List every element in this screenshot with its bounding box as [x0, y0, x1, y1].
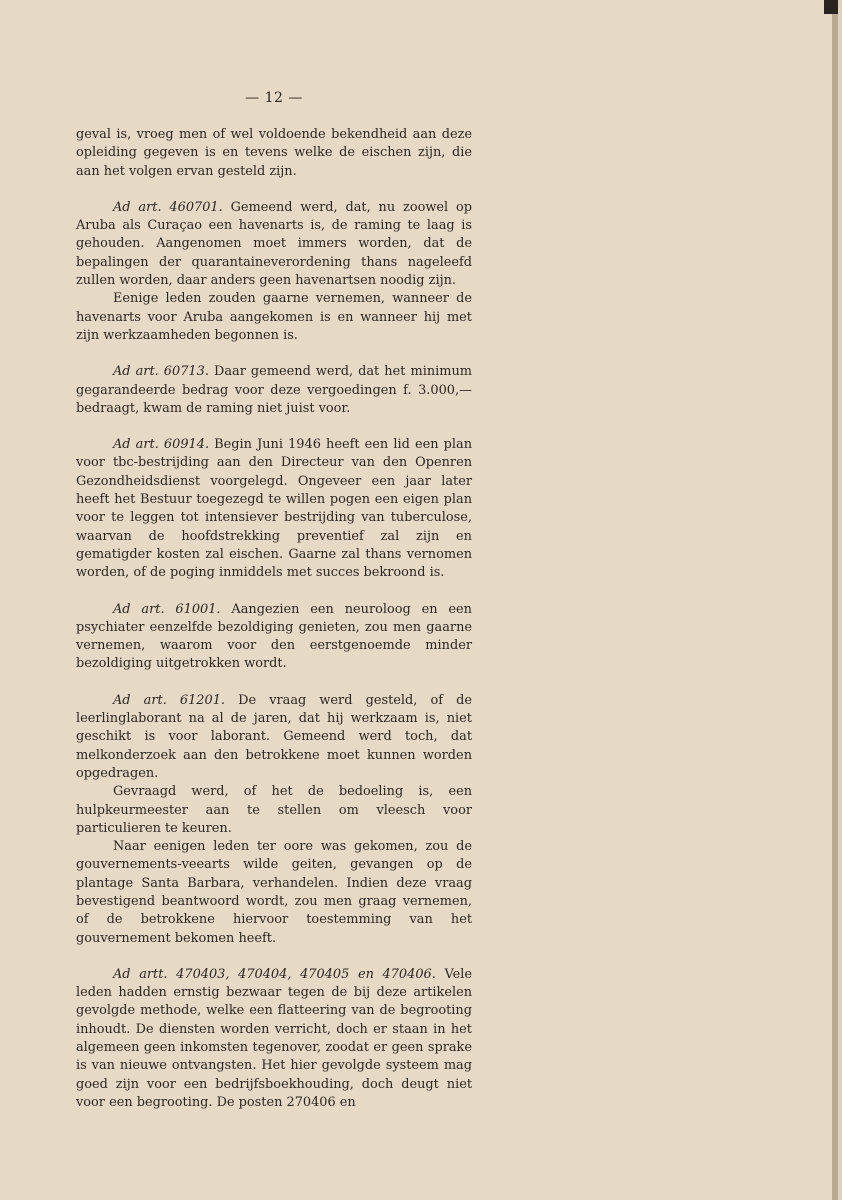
- corner-mark: [824, 0, 838, 14]
- paragraph-text: Aangezien een neuroloog en een psychiater eenzelfde bezoldiging genieten, zou men gaarne vernemen, waarom voor den eerstgenoemde minder bezoldiging uitgetrokken wordt.: [76, 601, 472, 672]
- paragraph-text: Daar gemeend werd, dat het minimum gegarandeerde bedrag voor deze vergoedingen f. 3.000,— bedraagt, kwam de raming niet juist voor.: [76, 364, 472, 416]
- paragraph-veearts-geiten: [76, 838, 472, 948]
- paragraph-text: Naar eenigen leden ter oore was gekomen, zou de gouvernements-veearts wilde geiten, gevangen op de plantage Santa Barbara, verhandelen. Indien deze vraag bevestigend beantwoord wordt, zou men graag vernemen, of de betrokkene hiervoor toestemming van het gouvernement bekomen heeft.: [76, 839, 472, 946]
- paragraph-art-60713: [76, 363, 472, 418]
- article-label: Ad art. 61001.: [113, 601, 221, 617]
- paragraph-text: geval is, vroeg men of wel voldoende bekendheid aan deze opleiding gegeven is en tevens welke de eischen zijn, die aan het volgen ervan gesteld zijn.: [76, 127, 472, 179]
- article-label: Ad art. 61201.: [113, 692, 226, 708]
- paragraph-text: Vele leden hadden ernstig bezwaar tegen de bij deze artikelen gevolgde methode, welke een flatteering van de begrooting inhoudt. De diensten worden verricht, doch er staan in het algemeen geen inkomsten tegenover, zoodat er geen sprake is van nieuwe ontvangsten. Het hier gevolgde systeem mag goed zijn voor een bedrijfsboekhouding, doch deugt niet voor een begrooting. De posten 270406 en: [76, 966, 472, 1110]
- paragraph-continued-opleiding: [76, 126, 472, 181]
- body-text: [76, 126, 472, 1112]
- article-label: Ad art. 60914.: [113, 437, 210, 453]
- article-label: Ad art. 60713.: [113, 364, 209, 380]
- paragraph-text: Eenige leden zouden gaarne vernemen, wanneer de havenarts voor Aruba aangekomen is en wanneer hij met zijn werkzaamheden begonnen is.: [76, 291, 472, 343]
- paragraph-artt-4704xx: [76, 966, 472, 1112]
- paragraph-text: De vraag werd gesteld, of de leerlinglaborant na al de jaren, dat hij werkzaam is, niet geschikt is voor laborant. Gemeend werd toch, dat melkonderzoek aan den betrokkene moet kunnen worden opgedragen.: [76, 692, 472, 781]
- paragraph-art-61001: [76, 601, 472, 674]
- paragraph-text: Gevraagd werd, of het de bedoeling is, een hulpkeurmeester aan te stellen om vleesch voor particulieren te keuren.: [76, 784, 472, 836]
- article-label: Ad artt. 470403, 470404, 470405 en 470406.: [113, 966, 436, 982]
- paragraph-havenarts-aruba: [76, 290, 472, 345]
- page-edge: [832, 0, 838, 1200]
- paragraph-text: Gemeend werd, dat, nu zoowel op Aruba als Curaçao een havenarts is, de raming te laag is gehouden. Aangenomen moet immers worden, dat de bepalingen der quarantaineverordening thans nageleefd zullen worden, daar anders geen havenartsen noodig zijn.: [76, 199, 473, 289]
- paragraph-art-60914: [76, 436, 472, 582]
- paragraph-art-460701: [76, 199, 472, 290]
- page-number: — 12 —: [245, 90, 303, 106]
- paragraph-art-61201: [76, 692, 472, 783]
- paragraph-text: Begin Juni 1946 heeft een lid een plan voor tbc-bestrijding aan den Directeur van den Openren Gezondheidsdienst voorgelegd. Ongeveer een jaar later heeft het Bestuur toegezegd te willen pogen een eigen plan voor te leggen tot intensiever bestrijding van tuberculose, waarvan de hoofdstrekking preventief zal zijn en gematigder kosten zal eischen. Gaarne zal thans vernomen worden, of de poging inmiddels met succes bekroond is.: [76, 437, 472, 581]
- paragraph-hulpkeurmeester: [76, 783, 472, 838]
- article-label: Ad art. 460701.: [113, 199, 223, 215]
